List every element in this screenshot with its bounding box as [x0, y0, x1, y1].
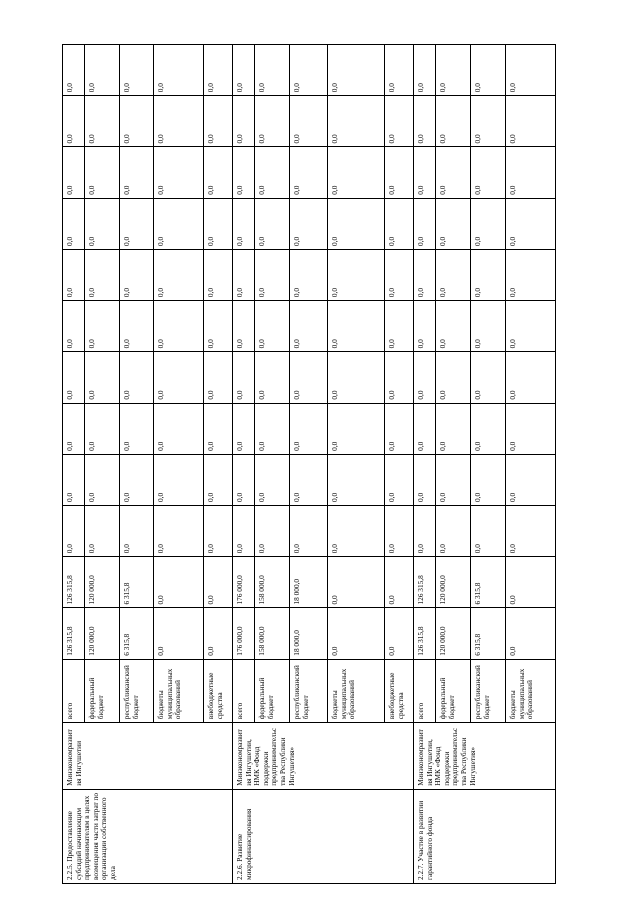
amount-cell: 0,0 — [290, 454, 328, 505]
amount-cell: 0,0 — [85, 249, 120, 300]
funding-source: внебюджетные средства — [204, 659, 233, 723]
amount-cell: 0,0 — [328, 403, 385, 454]
amount-cell: 0,0 — [506, 454, 556, 505]
amount-cell: 0,0 — [85, 506, 120, 557]
amount-cell: 0,0 — [255, 147, 290, 198]
amount-cell: 0,0 — [290, 147, 328, 198]
amount-cell: 0,0 — [204, 506, 233, 557]
amount-cell: 0,0 — [471, 506, 506, 557]
amount-cell: 0,0 — [63, 45, 85, 96]
amount-cell: 0,0 — [385, 249, 414, 300]
measure-name: 2.2.5. Предоставление субсидий начинающим предпринимателям в целях возмещения части затрат по организации собственного дела — [63, 789, 233, 883]
amount-cell: 0,0 — [120, 403, 154, 454]
amount-cell: 0,0 — [471, 403, 506, 454]
amount-cell: 0,0 — [385, 454, 414, 505]
amount-cell: 0,0 — [233, 198, 255, 249]
amount-cell: 126 315,8 — [63, 608, 85, 659]
amount-cell: 0,0 — [85, 301, 120, 352]
amount-cell: 0,0 — [471, 198, 506, 249]
amount-cell: 0,0 — [63, 403, 85, 454]
amount-cell: 0,0 — [290, 301, 328, 352]
amount-cell: 0,0 — [255, 249, 290, 300]
amount-cell: 0,0 — [436, 454, 471, 505]
amount-cell: 0,0 — [120, 454, 154, 505]
amount-cell: 0,0 — [328, 506, 385, 557]
amount-cell: 0,0 — [506, 96, 556, 147]
amount-cell: 0,0 — [63, 301, 85, 352]
amount-cell: 0,0 — [414, 454, 436, 505]
amount-cell: 176 000,0 — [233, 557, 255, 608]
amount-cell: 0,0 — [414, 96, 436, 147]
amount-cell: 0,0 — [290, 96, 328, 147]
amount-cell: 0,0 — [471, 454, 506, 505]
amount-cell: 0,0 — [233, 403, 255, 454]
amount-cell: 0,0 — [233, 45, 255, 96]
amount-cell: 0,0 — [204, 454, 233, 505]
amount-cell: 0,0 — [85, 403, 120, 454]
funding-source: республиканский бюджет — [471, 659, 506, 723]
amount-cell: 126 315,8 — [63, 557, 85, 608]
amount-cell: 0,0 — [63, 96, 85, 147]
amount-cell: 0,0 — [328, 198, 385, 249]
amount-cell: 0,0 — [255, 301, 290, 352]
amount-cell: 126 315,8 — [414, 608, 436, 659]
amount-cell: 0,0 — [63, 249, 85, 300]
amount-cell: 0,0 — [255, 352, 290, 403]
amount-cell: 0,0 — [204, 352, 233, 403]
amount-cell: 6 315,8 — [471, 557, 506, 608]
amount-cell: 18 000,0 — [290, 557, 328, 608]
amount-cell: 0,0 — [154, 45, 204, 96]
amount-cell: 0,0 — [385, 352, 414, 403]
amount-cell: 0,0 — [255, 45, 290, 96]
amount-cell: 0,0 — [204, 557, 233, 608]
amount-cell: 0,0 — [328, 557, 385, 608]
funding-source: бюджеты муниципальных образований — [506, 659, 556, 723]
table-row — [414, 45, 436, 884]
amount-cell: 0,0 — [63, 454, 85, 505]
amount-cell: 0,0 — [436, 403, 471, 454]
amount-cell: 0,0 — [154, 352, 204, 403]
amount-cell: 0,0 — [120, 96, 154, 147]
rotated-page — [62, 44, 556, 884]
budget-table — [62, 44, 556, 884]
amount-cell: 120 000,0 — [85, 557, 120, 608]
amount-cell: 158 000,0 — [255, 557, 290, 608]
amount-cell: 6 315,8 — [471, 608, 506, 659]
amount-cell: 0,0 — [233, 147, 255, 198]
funding-source: всего — [414, 659, 436, 723]
amount-cell: 0,0 — [471, 147, 506, 198]
amount-cell: 0,0 — [85, 198, 120, 249]
amount-cell: 0,0 — [385, 301, 414, 352]
amount-cell: 0,0 — [414, 506, 436, 557]
amount-cell: 0,0 — [506, 557, 556, 608]
amount-cell: 0,0 — [328, 45, 385, 96]
amount-cell: 0,0 — [255, 454, 290, 505]
amount-cell: 0,0 — [471, 45, 506, 96]
amount-cell: 0,0 — [328, 608, 385, 659]
amount-cell: 0,0 — [233, 249, 255, 300]
amount-cell: 0,0 — [233, 352, 255, 403]
amount-cell: 0,0 — [385, 45, 414, 96]
funding-source: республиканский бюджет — [290, 659, 328, 723]
amount-cell: 0,0 — [85, 147, 120, 198]
amount-cell: 0,0 — [436, 96, 471, 147]
amount-cell: 0,0 — [385, 147, 414, 198]
amount-cell: 0,0 — [506, 147, 556, 198]
amount-cell: 0,0 — [63, 147, 85, 198]
amount-cell: 0,0 — [436, 147, 471, 198]
amount-cell: 0,0 — [506, 608, 556, 659]
funding-source: бюджеты муниципальных образований — [154, 659, 204, 723]
amount-cell: 0,0 — [506, 198, 556, 249]
amount-cell: 0,0 — [471, 96, 506, 147]
amount-cell: 0,0 — [233, 506, 255, 557]
executor: Минэкономразвития Ингушетии, НМК «Фонд поддержки предпринимательства Республики Ингушетия» — [414, 723, 556, 790]
amount-cell: 0,0 — [204, 96, 233, 147]
amount-cell: 0,0 — [506, 506, 556, 557]
amount-cell: 0,0 — [255, 506, 290, 557]
funding-source: всего — [233, 659, 255, 723]
amount-cell: 0,0 — [63, 198, 85, 249]
amount-cell: 0,0 — [436, 198, 471, 249]
amount-cell: 0,0 — [506, 45, 556, 96]
amount-cell: 0,0 — [85, 454, 120, 505]
amount-cell: 6 315,8 — [120, 608, 154, 659]
amount-cell: 0,0 — [204, 45, 233, 96]
table-row — [63, 45, 85, 884]
amount-cell: 0,0 — [154, 403, 204, 454]
funding-source: федеральный бюджет — [85, 659, 120, 723]
amount-cell: 0,0 — [290, 45, 328, 96]
amount-cell: 0,0 — [154, 454, 204, 505]
amount-cell: 0,0 — [436, 45, 471, 96]
amount-cell: 0,0 — [385, 96, 414, 147]
table-row — [233, 45, 255, 884]
amount-cell: 120 000,0 — [436, 608, 471, 659]
executor: Минэкономразвития Ингушетии — [63, 723, 233, 790]
amount-cell: 0,0 — [290, 198, 328, 249]
funding-source: федеральный бюджет — [436, 659, 471, 723]
amount-cell: 120 000,0 — [85, 608, 120, 659]
amount-cell: 0,0 — [471, 352, 506, 403]
amount-cell: 0,0 — [120, 352, 154, 403]
amount-cell: 6 315,8 — [120, 557, 154, 608]
amount-cell: 0,0 — [385, 403, 414, 454]
measure-name: 2.2.7. Участие в развитии гарантийного фонда — [414, 789, 556, 883]
amount-cell: 0,0 — [471, 249, 506, 300]
amount-cell: 0,0 — [154, 249, 204, 300]
amount-cell: 158 000,0 — [255, 608, 290, 659]
amount-cell: 0,0 — [436, 352, 471, 403]
funding-source: федеральный бюджет — [255, 659, 290, 723]
amount-cell: 0,0 — [154, 557, 204, 608]
amount-cell: 0,0 — [385, 506, 414, 557]
amount-cell: 0,0 — [328, 96, 385, 147]
amount-cell: 0,0 — [414, 352, 436, 403]
amount-cell: 0,0 — [414, 45, 436, 96]
amount-cell: 0,0 — [255, 403, 290, 454]
amount-cell: 0,0 — [506, 403, 556, 454]
amount-cell: 0,0 — [385, 608, 414, 659]
amount-cell: 0,0 — [85, 96, 120, 147]
amount-cell: 0,0 — [290, 352, 328, 403]
amount-cell: 0,0 — [63, 506, 85, 557]
amount-cell: 0,0 — [233, 96, 255, 147]
amount-cell: 0,0 — [436, 506, 471, 557]
amount-cell: 0,0 — [85, 352, 120, 403]
amount-cell: 0,0 — [204, 301, 233, 352]
amount-cell: 0,0 — [120, 506, 154, 557]
amount-cell: 0,0 — [328, 301, 385, 352]
amount-cell: 0,0 — [255, 198, 290, 249]
amount-cell: 0,0 — [120, 301, 154, 352]
amount-cell: 0,0 — [414, 198, 436, 249]
amount-cell: 0,0 — [233, 301, 255, 352]
funding-source: внебюджетные средства — [385, 659, 414, 723]
amount-cell: 0,0 — [385, 557, 414, 608]
amount-cell: 0,0 — [154, 147, 204, 198]
amount-cell: 0,0 — [154, 198, 204, 249]
amount-cell: 0,0 — [290, 506, 328, 557]
measure-name: 2.2.6. Развитие микрофинансирования — [233, 789, 414, 883]
amount-cell: 0,0 — [436, 249, 471, 300]
amount-cell: 0,0 — [204, 147, 233, 198]
executor: Минэкономразвития Ингушетии, НМК «Фонд поддержки предпринимательства Республики Ингушетия» — [233, 723, 414, 790]
amount-cell: 0,0 — [204, 249, 233, 300]
amount-cell: 120 000,0 — [436, 557, 471, 608]
amount-cell: 0,0 — [154, 96, 204, 147]
amount-cell: 0,0 — [414, 403, 436, 454]
amount-cell: 0,0 — [414, 147, 436, 198]
amount-cell: 0,0 — [290, 403, 328, 454]
amount-cell: 0,0 — [506, 352, 556, 403]
amount-cell: 0,0 — [385, 198, 414, 249]
amount-cell: 0,0 — [414, 301, 436, 352]
amount-cell: 0,0 — [471, 301, 506, 352]
amount-cell: 0,0 — [120, 147, 154, 198]
amount-cell: 176 000,0 — [233, 608, 255, 659]
amount-cell: 0,0 — [154, 301, 204, 352]
amount-cell: 0,0 — [290, 249, 328, 300]
amount-cell: 0,0 — [255, 96, 290, 147]
amount-cell: 0,0 — [120, 45, 154, 96]
amount-cell: 18 000,0 — [290, 608, 328, 659]
amount-cell: 0,0 — [414, 249, 436, 300]
funding-source: республиканский бюджет — [120, 659, 154, 723]
amount-cell: 0,0 — [120, 198, 154, 249]
amount-cell: 0,0 — [233, 454, 255, 505]
amount-cell: 0,0 — [328, 352, 385, 403]
funding-source: бюджеты муниципальных образований — [328, 659, 385, 723]
amount-cell: 0,0 — [154, 608, 204, 659]
amount-cell: 0,0 — [120, 249, 154, 300]
amount-cell: 0,0 — [204, 198, 233, 249]
amount-cell: 0,0 — [63, 352, 85, 403]
amount-cell: 0,0 — [436, 301, 471, 352]
amount-cell: 126 315,8 — [414, 557, 436, 608]
amount-cell: 0,0 — [204, 608, 233, 659]
amount-cell: 0,0 — [328, 147, 385, 198]
amount-cell: 0,0 — [506, 301, 556, 352]
amount-cell: 0,0 — [506, 249, 556, 300]
amount-cell: 0,0 — [328, 249, 385, 300]
amount-cell: 0,0 — [85, 45, 120, 96]
amount-cell: 0,0 — [204, 403, 233, 454]
funding-source: всего — [63, 659, 85, 723]
amount-cell: 0,0 — [328, 454, 385, 505]
amount-cell: 0,0 — [154, 506, 204, 557]
